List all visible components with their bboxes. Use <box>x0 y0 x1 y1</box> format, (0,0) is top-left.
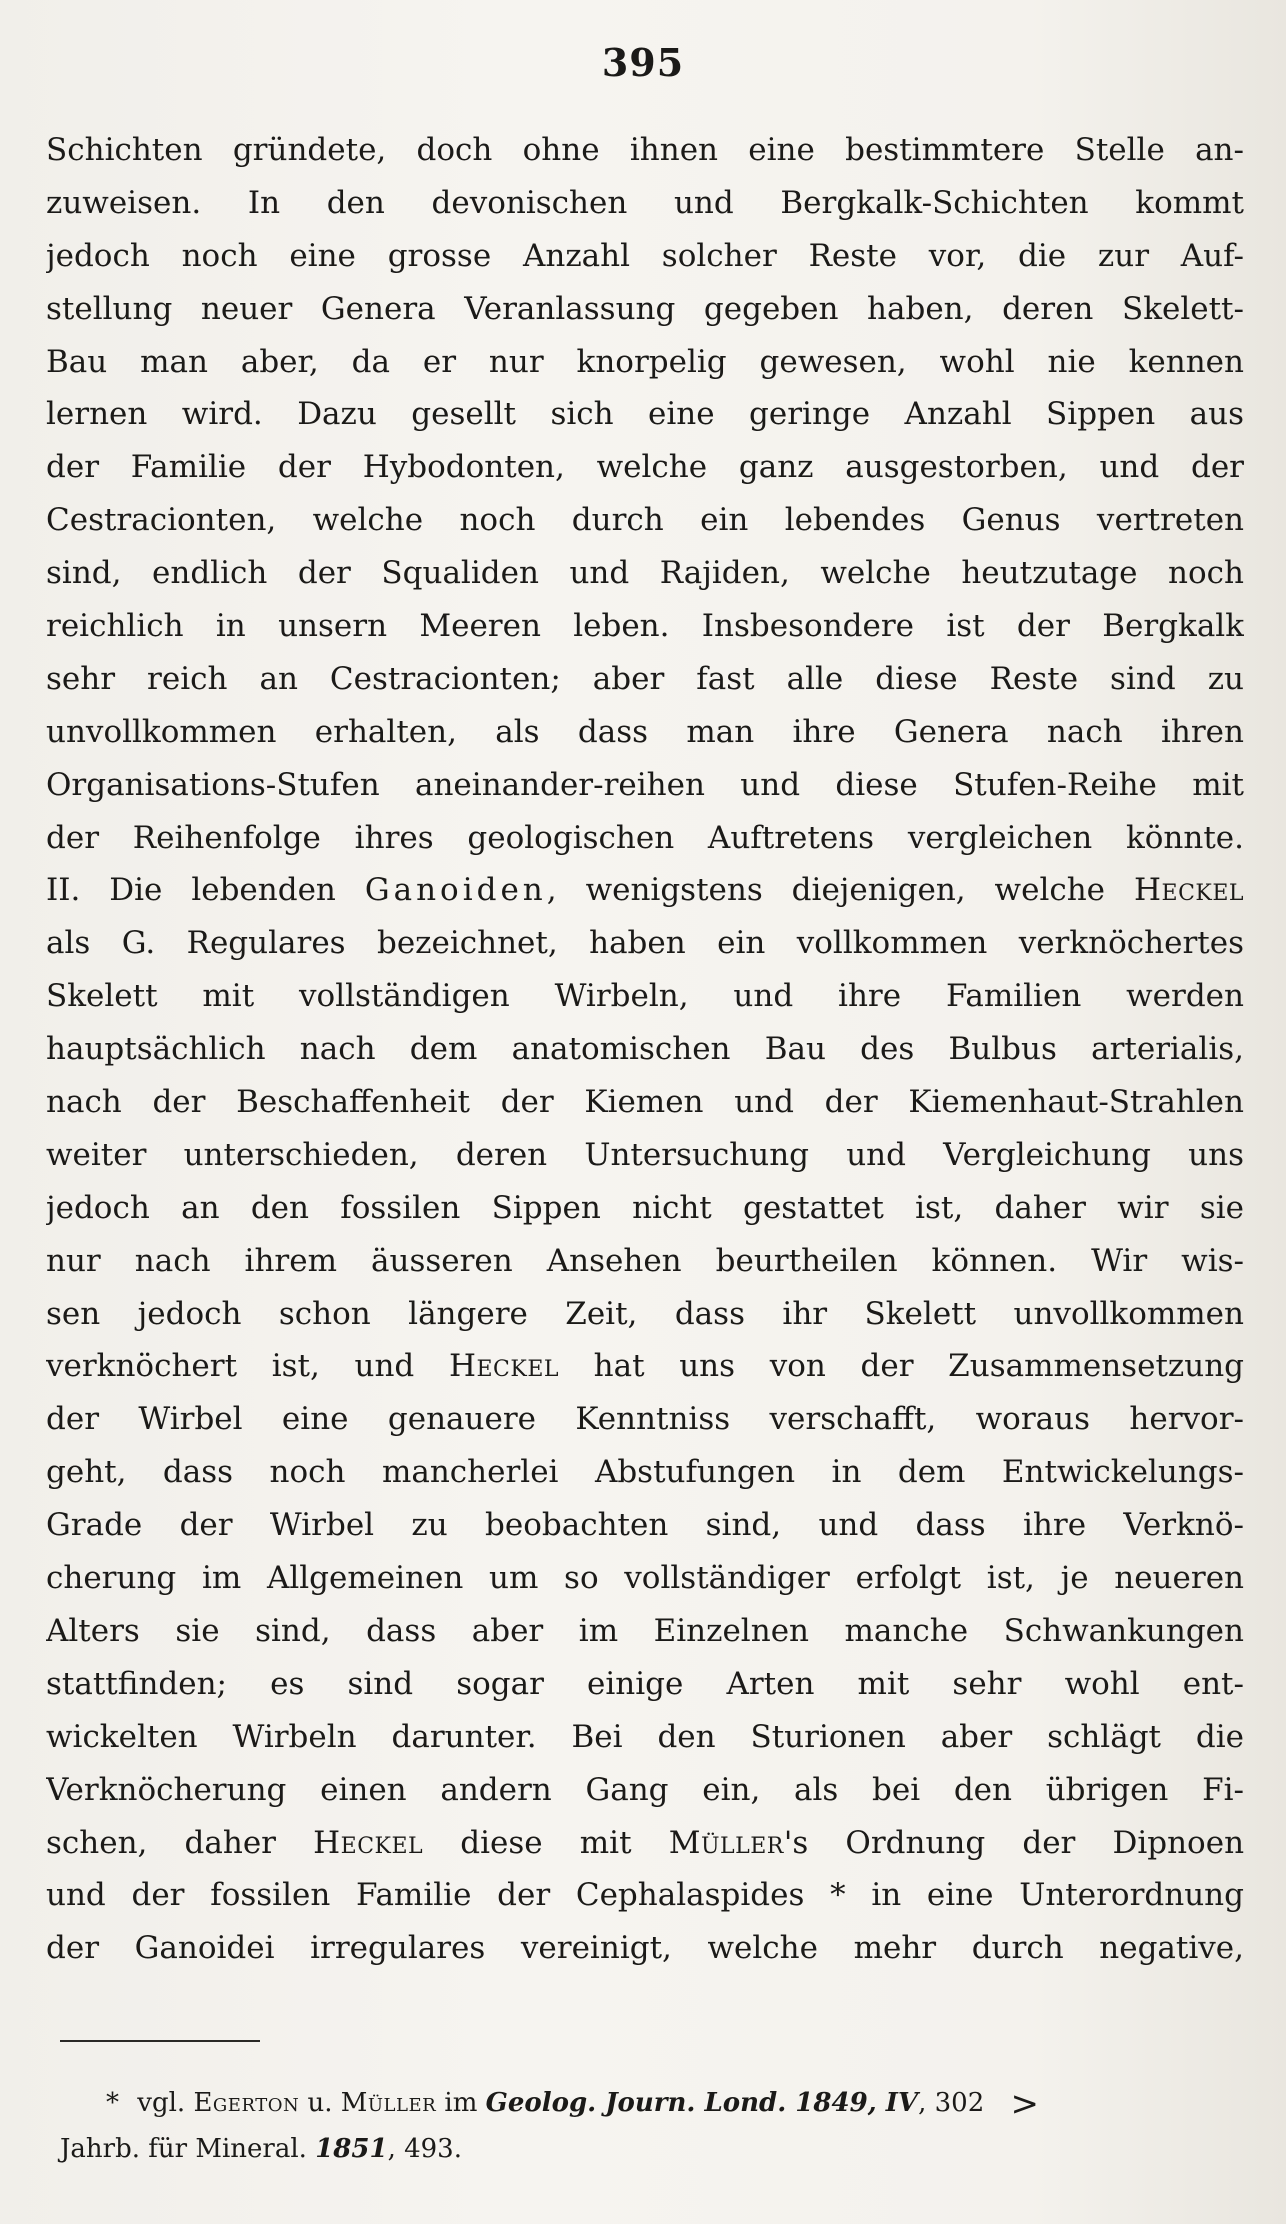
text-line: jedoch noch eine grosse Anzahl solcher Reste vor, die zur Auf- <box>46 237 1244 274</box>
text-segment: Jahrb. für Mineral. <box>60 2134 307 2164</box>
footnote-divider <box>60 2040 260 2042</box>
text-segment: , 493. <box>387 2134 462 2164</box>
text-line: nach der Beschaffenheit der Kiemen und der Kiemenhaut-Strahlen <box>46 1084 1244 1121</box>
text-line: der Reihenfolge ihres geologischen Auftretens vergleichen könnte. <box>46 819 1244 856</box>
text-line: weiter unterschieden, deren Untersuchung und Vergleichung uns <box>46 1136 1244 1173</box>
author-name: Heckel <box>1133 872 1244 909</box>
text-line: zuweisen. In den devonischen und Bergkalk-Schichten kommt <box>46 184 1244 221</box>
text-line: Skelett mit vollständigen Wirbeln, und ihre Familien werden <box>46 978 1244 1015</box>
text-segment: u. <box>307 2088 333 2118</box>
page-number: 395 <box>601 40 685 85</box>
author-name: Egerton <box>193 2088 300 2118</box>
text-line: wickelten Wirbeln darunter. Bei den Sturionen aber schlägt die <box>46 1718 1244 1755</box>
text-line <box>46 1340 1244 1393</box>
text-line: unvollkommen erhalten, als dass man ihre Genera nach ihren <box>46 713 1244 750</box>
text-line: Verknöcherung einen andern Gang ein, als bei den übrigen Fi- <box>46 1771 1244 1808</box>
text-line: hauptsächlich nach dem anatomischen Bau des Bulbus arterialis, <box>46 1031 1244 1068</box>
body-text <box>46 124 1244 1975</box>
text-line: sen jedoch schon längere Zeit, dass ihr Skelett unvollkommen <box>46 1295 1244 1332</box>
text-line <box>46 864 1244 917</box>
text-segment: vgl. <box>137 2088 186 2118</box>
greater-than-icon: > <box>1010 2084 1040 2124</box>
text-line: Schichten gründete, doch ohne ihnen eine bestimmtere Stelle an- <box>46 132 1244 168</box>
text-line: der Familie der Hybodonten, welche ganz ausgestorben, und der <box>46 449 1244 486</box>
footnote-line <box>60 2126 1230 2172</box>
text-line: lernen wird. Dazu gesellt sich eine geringe Anzahl Sippen aus <box>46 396 1244 433</box>
text-line: Grade der Wirbel zu beobachten sind, und dass ihre Verknö- <box>46 1507 1244 1544</box>
text-line <box>46 1817 1244 1870</box>
text-line: Organisations-Stufen aneinander-reihen und diese Stufen-Reihe mit <box>46 766 1244 803</box>
text-line: der Ganoidei irregulares vereinigt, welche mehr durch negative, <box>46 1930 1244 1967</box>
text-line: als G. Regulares bezeichnet, haben ein vollkommen verknöchertes <box>46 925 1244 962</box>
footnote-line <box>60 2080 1230 2126</box>
text-segment: im <box>444 2088 478 2118</box>
journal-citation: Geolog. Journ. Lond. 1849, IV <box>485 2088 919 2118</box>
author-name: Müller <box>668 1824 784 1861</box>
text-segment: schen, daher <box>46 1824 276 1861</box>
text-line: Alters sie sind, dass aber im Einzelnen manche Schwankungen <box>46 1612 1244 1649</box>
text-line: geht, dass noch mancherlei Abstufungen in dem Entwickelungs- <box>46 1454 1244 1491</box>
footnotes <box>60 2080 1230 2172</box>
text-line: stattfinden; es sind sogar einige Arten mit sehr wohl ent- <box>46 1665 1244 1702</box>
author-name: Heckel <box>313 1824 424 1861</box>
footnote-marker: * <box>106 2088 119 2118</box>
text-line: reichlich in unsern Meeren leben. Insbesondere ist der Bergkalk <box>46 608 1244 645</box>
text-line: sind, endlich der Squaliden und Rajiden, welche heutzutage noch <box>46 555 1244 592</box>
author-name: Müller <box>340 2088 437 2118</box>
text-line: Cestracionten, welche noch durch ein lebendes Genus vertreten <box>46 502 1244 539</box>
text-segment: 's Ordnung der Dipnoen <box>783 1824 1244 1861</box>
text-line: jedoch an den fossilen Sippen nicht gestattet ist, daher wir sie <box>46 1189 1244 1226</box>
text-line: sehr reich an Cestracionten; aber fast alle diese Reste sind zu <box>46 660 1244 697</box>
text-segment: II. Die lebenden <box>46 872 336 909</box>
text-segment: diese mit <box>460 1824 632 1861</box>
author-name: Heckel <box>448 1348 559 1385</box>
text-segment: , 302 <box>918 2088 985 2118</box>
text-line: der Wirbel eine genauere Kenntniss verschafft, woraus hervor- <box>46 1401 1244 1438</box>
text-line: cherung im Allgemeinen um so vollständiger erfolgt ist, je neueren <box>46 1560 1244 1597</box>
text-line: stellung neuer Genera Veranlassung gegeben haben, deren Skelett- <box>46 290 1244 327</box>
text-line: nur nach ihrem äusseren Ansehen beurtheilen können. Wir wis- <box>46 1242 1244 1279</box>
text-segment: hat uns von der Zusammensetzung <box>593 1348 1244 1385</box>
spaced-term: Ganoiden <box>364 872 547 909</box>
text-segment: verknöchert ist, und <box>46 1348 415 1385</box>
citation-year: 1851 <box>315 2134 388 2164</box>
text-segment: , wenigstens diejenigen, welche <box>546 872 1106 909</box>
text-line: und der fossilen Familie der Cephalaspides * in eine Unterordnung <box>46 1877 1244 1914</box>
text-line: Bau man aber, da er nur knorpelig gewesen, wohl nie kennen <box>46 343 1244 380</box>
